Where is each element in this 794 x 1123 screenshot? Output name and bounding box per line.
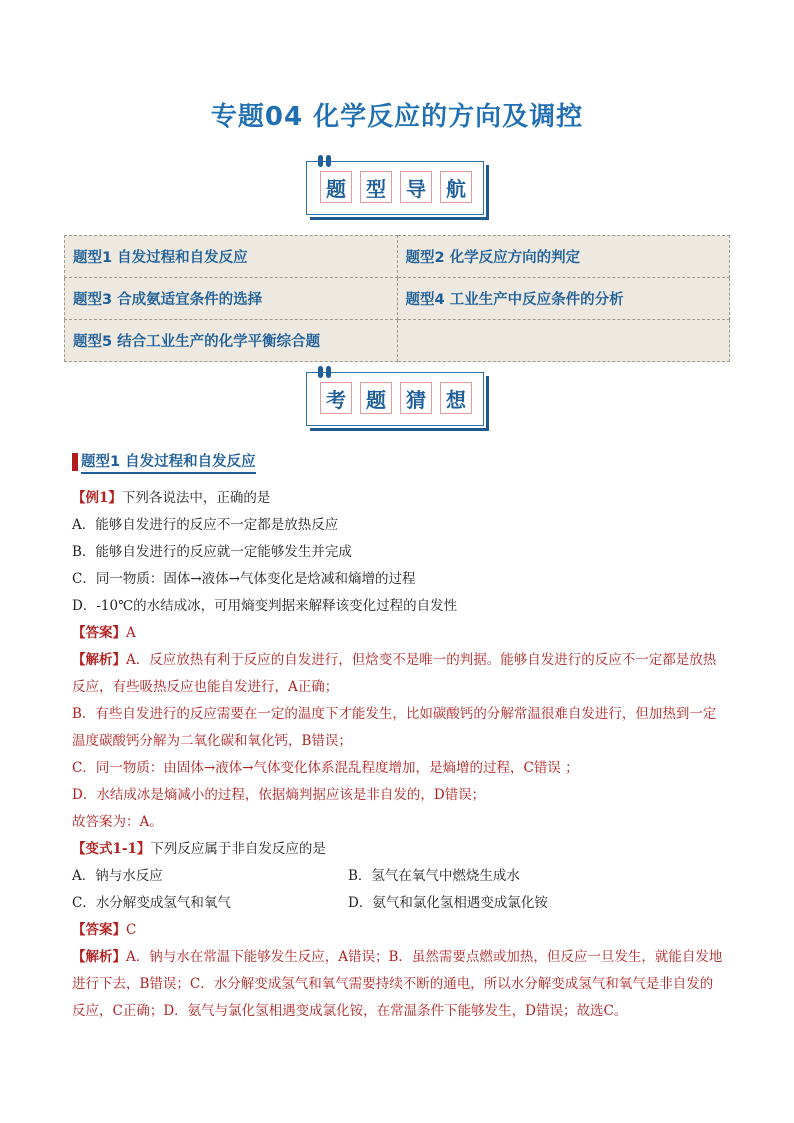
example-question: 【例1】下列各说法中，正确的是 xyxy=(72,490,271,506)
nav-cell-topic-5[interactable]: 题型5 结合工业生产的化学平衡综合题 xyxy=(65,320,398,362)
pin-icon xyxy=(318,366,323,378)
nav-cell-topic-2[interactable]: 题型2 化学反应方向的判定 xyxy=(397,236,730,278)
variant-answer-line xyxy=(72,917,724,944)
nav-cell-topic-4[interactable]: 题型4 工业生产中反应条件的分析 xyxy=(397,278,730,320)
answer-value: C xyxy=(126,922,137,938)
analysis-b: B．有些自发进行的反应需要在一定的温度下才能发生，比如碳酸钙的分解常温很难自发进行，但加热到一定温度碳酸钙分解为二氧化碳和氧化钙，B错误； xyxy=(72,706,717,749)
banner-char: 型 xyxy=(360,171,392,203)
banner-char: 猜 xyxy=(400,382,432,414)
variant-tag: 【变式1-1】 xyxy=(72,841,151,857)
option-d: D．-10℃的水结成冰，可用熵变判据来解释该变化过程的自发性 xyxy=(72,598,458,614)
nav-banner xyxy=(306,155,486,213)
option-a: A．钠与水反应 xyxy=(72,868,163,884)
guess-banner xyxy=(306,366,486,424)
answer-tag: 【答案】 xyxy=(72,625,126,641)
pin-icon xyxy=(326,366,331,378)
topic-nav-table xyxy=(64,235,730,362)
option-b: B．氢气在氧气中燃烧生成水 xyxy=(348,868,520,884)
section-heading-text: 题型1 自发过程和自发反应 xyxy=(81,450,256,474)
option-d: D．氨气和氯化氢相遇变成氯化铵 xyxy=(348,895,548,911)
page-title: 专题04 化学反应的方向及调控 xyxy=(210,102,584,132)
pin-icon xyxy=(326,155,331,167)
analysis-conclusion: 故答案为：A。 xyxy=(72,814,163,830)
banner-char: 题 xyxy=(360,382,392,414)
heading-marker xyxy=(72,453,78,471)
nav-cell-topic-3[interactable]: 题型3 合成氨适宜条件的选择 xyxy=(65,278,398,320)
answer-tag: 【答案】 xyxy=(72,922,126,938)
banner-char: 题 xyxy=(320,171,352,203)
option-c: C．水分解变成氢气和氧气 xyxy=(72,895,231,911)
answer-value: A xyxy=(126,625,136,641)
variant-analysis: 【解析】A．钠与水在常温下能够发生反应，A错误；B．虽然需要点燃或加热，但反应一旦发生，就能自发地进行下去，B错误；C．水分解变成氢气和氧气需要持续不断的通电，所以水分解变成氢气和氧气是非自发的反应，C正确；D．氨气与氯化氢相遇变成氯化铵，在常温条件下能够发生，D错误；故选C。 xyxy=(72,949,723,1019)
nav-cell-topic-1[interactable]: 题型1 自发过程和自发反应 xyxy=(65,236,398,278)
variant-question: 【变式1-1】下列反应属于非自发反应的是 xyxy=(72,841,326,857)
analysis-d: D．水结成冰是熵减小的过程，依据熵判据应该是非自发的，D错误； xyxy=(72,787,486,803)
variant-options-row xyxy=(72,863,724,890)
analysis-a: 【解析】A．反应放热有利于反应的自发进行，但焓变不是唯一的判据。能够自发进行的反应不一定都是放热反应，有些吸热反应也能自发进行，A正确； xyxy=(72,652,717,695)
banner-char: 航 xyxy=(440,171,472,203)
example-tag: 【例1】 xyxy=(72,490,122,506)
analysis-tag: 【解析】 xyxy=(72,949,126,965)
pin-icon xyxy=(318,155,323,167)
table-row xyxy=(65,236,730,278)
analysis-c: C．同一物质：由固体→液体→气体变化体系混乱程度增加，是熵增的过程，C错误 ； xyxy=(72,760,579,776)
section-heading xyxy=(72,450,256,474)
variant-options-row xyxy=(72,890,724,917)
banner-char: 想 xyxy=(440,382,472,414)
option-c: C．同一物质：固体→液体→气体变化是焓减和熵增的过程 xyxy=(72,571,416,587)
answer-line xyxy=(72,620,724,647)
table-row xyxy=(65,320,730,362)
banner-char: 考 xyxy=(320,382,352,414)
option-b: B．能够自发进行的反应就一定能够发生并完成 xyxy=(72,544,352,560)
table-row xyxy=(65,278,730,320)
analysis-tag: 【解析】 xyxy=(72,652,126,668)
option-a: A．能够自发进行的反应不一定都是放热反应 xyxy=(72,517,339,533)
nav-cell-empty xyxy=(397,320,730,362)
section-content xyxy=(72,485,724,1025)
banner-char: 导 xyxy=(400,171,432,203)
